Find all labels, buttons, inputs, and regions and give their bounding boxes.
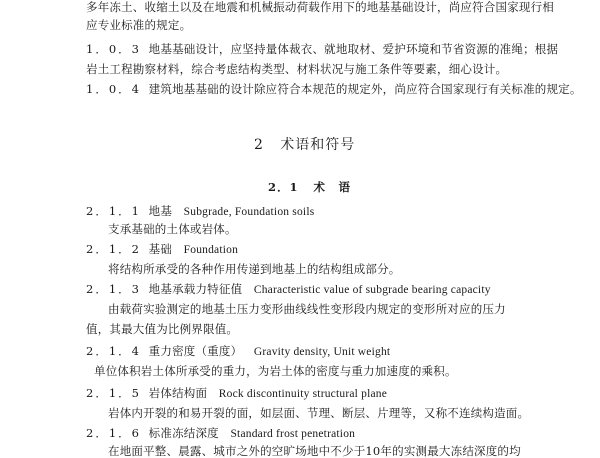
term-2-1-4 bbox=[86, 344, 390, 359]
section-number: 2．1 bbox=[268, 180, 299, 194]
term-en: Subgrade, Foundation soils bbox=[183, 206, 315, 218]
term-number: 2．1．4 bbox=[86, 344, 141, 358]
term-zh: 地基承载力特征值 bbox=[148, 282, 243, 296]
term-en: Characteristic value of subgrade bearing capacity bbox=[253, 284, 491, 296]
term-en: Rock discontinuity structural plane bbox=[218, 388, 388, 400]
clause-1-0-4 bbox=[86, 82, 582, 96]
term-number: 2．1．3 bbox=[86, 282, 141, 296]
clause-number: 1．0．4 bbox=[86, 82, 141, 96]
intro-line-1: 多年冻土、收缩土以及在地震和机械振动荷载作用下的地基基础设计，尚应符合国家现行相 bbox=[86, 0, 554, 14]
chapter-title: 术语和符号 bbox=[280, 137, 356, 153]
term-definition-line-2: 值，其最大值为比例界限值。 bbox=[86, 322, 239, 336]
term-2-1-3 bbox=[86, 282, 491, 297]
chapter-number: 2 bbox=[254, 137, 264, 153]
section-title: 术 语 bbox=[313, 180, 352, 194]
term-number: 2．1．5 bbox=[86, 386, 141, 400]
term-definition: 在地面平整、晨露、城市之外的空旷场地中不少于10年的实测最大冻结深度的均 bbox=[108, 444, 521, 458]
term-2-1-5 bbox=[86, 386, 387, 401]
clause-text: 建筑地基基础的设计除应符合本规范的规定外，尚应符合国家现行有关标准的规定。 bbox=[148, 82, 582, 96]
chapter-heading bbox=[254, 136, 355, 154]
term-en: Standard frost penetration bbox=[230, 428, 356, 440]
term-definition: 岩体内开裂的和易开裂的面，如层面、节理、断层、片理等，又称不连续构造面。 bbox=[108, 406, 530, 420]
term-zh: 地基 bbox=[148, 204, 173, 218]
term-zh: 标准冻结深度 bbox=[148, 426, 219, 440]
term-2-1-2 bbox=[86, 242, 238, 257]
term-en: Foundation bbox=[183, 244, 239, 256]
term-2-1-6 bbox=[86, 426, 355, 441]
term-number: 2．1．1 bbox=[86, 204, 141, 218]
clause-1-0-3-line-2: 岩土工程勘察材料，综合考虑结构类型、材料状况与施工条件等要素，细心设计。 bbox=[86, 62, 508, 76]
term-number: 2．1．6 bbox=[86, 426, 141, 440]
intro-line-2: 应专业标准的规定。 bbox=[86, 18, 192, 32]
term-definition: 将结构所承受的各种作用传递到地基上的结构组成部分。 bbox=[108, 262, 401, 276]
clause-number: 1．0．3 bbox=[86, 42, 141, 56]
term-en: Gravity density, Unit weight bbox=[253, 346, 391, 358]
term-definition: 单位体积岩土体所承受的重力，为岩土体的密度与重力加速度的乘积。 bbox=[94, 364, 457, 378]
clause-text: 地基基础设计，应坚持量体裁衣、就地取材、爱护环境和节省资源的准绳；根据 bbox=[148, 42, 559, 56]
term-zh: 重力密度（重度） bbox=[148, 344, 243, 358]
section-heading bbox=[268, 180, 351, 194]
term-2-1-1 bbox=[86, 204, 314, 219]
term-zh: 岩体结构面 bbox=[148, 386, 208, 400]
term-definition: 由载荷实验测定的地基土压力变形曲线线性变形段内规定的变形所对应的压力 bbox=[108, 302, 506, 316]
term-zh: 基础 bbox=[148, 242, 173, 256]
term-definition: 支承基础的土体或岩体。 bbox=[108, 222, 237, 236]
term-number: 2．1．2 bbox=[86, 242, 141, 256]
clause-1-0-3 bbox=[86, 42, 558, 56]
